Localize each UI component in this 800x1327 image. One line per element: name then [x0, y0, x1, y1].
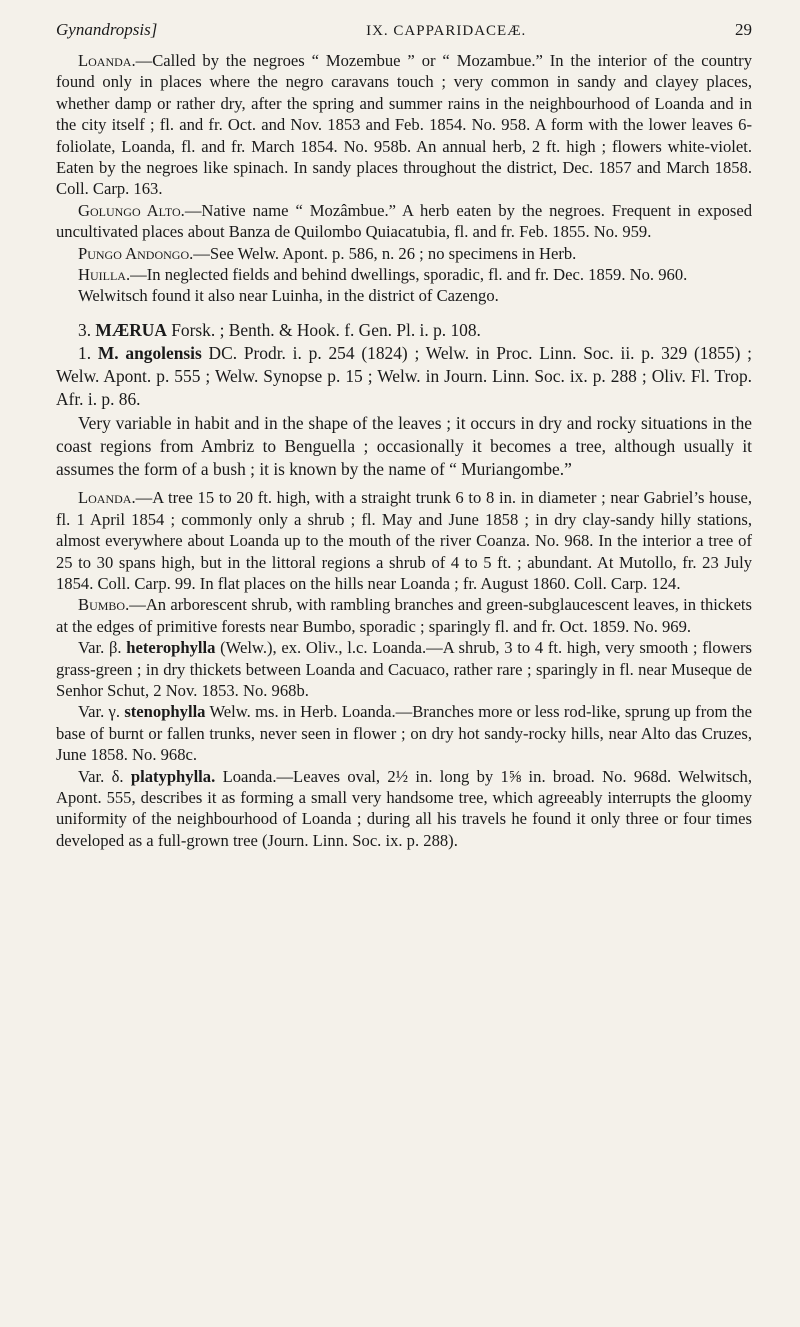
paragraph-text: Welwitsch found it also near Luinha, in the district of Cazengo.: [78, 286, 499, 306]
paragraph-bumbo: [56, 594, 752, 637]
species-name: M. angolensis: [97, 343, 202, 364]
genus-citation: Forsk. ; Benth. & Hook. f. Gen. Pl. i. p. 108.: [171, 319, 481, 340]
paragraph-text: —In neglected fields and behind dwellings, sporadic, fl. and fr. Dec. 1859. No. 960.: [130, 265, 688, 285]
variety-heterophylla: [56, 637, 752, 701]
variety-text: Welw. ms. in Herb. Loanda.—Branches more or less rod-like, sprung up from the base of burnt or fallen trunks, never seen in flower ; on dry hot sandy-rocky hills, near Alto das Cruzes, June 1858. No. 968c.: [56, 702, 752, 765]
paragraph-loanda-2: [56, 487, 752, 594]
running-head-genus: Gynandropsis]: [56, 20, 158, 39]
locality-label: Pungo Andongo.: [78, 243, 194, 263]
paragraph-text: —Called by the negroes “ Mozembue ” or “ Mozambue.” In the interior of the country found only in places where the negro caravans touch ; very common in sandy and clayey places, whether damp or rather dry, after the spring and summer rains in the neighbourhood of Loanda and in the city itself ; fl. and fr. Oct. and Nov. 1853 and Feb. 1854. No. 958. A form with the lower leaves 6-foliolate, Loanda, fl. and fr. March 1854. No. 958b. An annual herb, 2 ft. high ; flowers white-violet. Eaten by the negroes like spinach. In sandy places throughout the district, Dec. 1857 and March 1858. Coll. Carp. 163.: [56, 51, 752, 199]
genus-name: MÆRUA: [95, 319, 167, 340]
species-citation: DC. Prodr. i. p. 254 (1824) ; Welw. in Proc. Linn. Soc. ii. p. 329 (1855) ; Welw. Apont. p. 555 ; Welw. Synopse p. 15 ; Welw. in Journ. Linn. Soc. ix. p. 288 ; Oliv. Fl. Trop. Afr. i. p. 86.: [56, 343, 752, 410]
genus-number: 3.: [78, 319, 92, 340]
paragraph-golungo-alto: [56, 200, 752, 243]
locality-label: Loanda.: [78, 51, 136, 70]
species-block: [56, 342, 752, 481]
paragraph-cazengo: [56, 285, 752, 306]
page-number: 29: [735, 20, 752, 39]
paragraph-loanda-1: [56, 50, 752, 200]
variety-label: Var. β.: [78, 638, 122, 658]
paragraph-text: —See Welw. Apont. p. 586, n. 26 ; no specimens in Herb.: [193, 243, 577, 263]
variety-name: platyphylla.: [130, 766, 216, 786]
species-number: 1.: [78, 343, 92, 364]
variety-platyphylla: [56, 766, 752, 852]
running-head: [56, 10, 752, 50]
species-heading: [56, 342, 752, 412]
variety-text: Loanda.—Leaves oval, 2½ in. long by 1⅝ in. broad. No. 968d. Welwitsch, Apont. 555, describes it as forming a small very handsome tree, which agreeably interrupts the gloomy uniformity of the neighbourhood of Loanda ; during all his travels he found it only three or four times developed as a full-grown tree (Journ. Linn. Soc. ix. p. 288).: [56, 766, 752, 850]
locality-label: Huilla.: [78, 265, 131, 285]
locality-label: Golungo Alto.: [78, 200, 185, 220]
locality-label: Bumbo.: [78, 595, 130, 615]
paragraph-huilla: [56, 264, 752, 285]
variety-stenophylla: [56, 701, 752, 765]
species-description: Very variable in habit and in the shape of the leaves ; it occurs in dry and rocky situations in the coast regions from Ambriz to Benguella ; occasionally it becomes a tree, although usually it assumes the form of a bush ; it is known by the name of “ Muriangombe.”: [56, 412, 752, 480]
paragraph-text: —An arborescent shrub, with rambling branches and green-subglaucescent leaves, in thickets at the edges of primitive forests near Bumbo, sporadic ; sparingly fl. and fr. Oct. 1859. No. 969.: [56, 595, 752, 636]
genus-heading-block: [56, 319, 752, 342]
paragraph-pungo-andongo: [56, 243, 752, 264]
variety-text: (Welw.), ex. Oliv., l.c. Loanda.—A shrub, 3 to 4 ft. high, very smooth ; flowers grass-green ; in dry thickets between Loanda and Cacuaco, rather rare ; sparingly in fl. near Museque de Senhor Schut, 2 Nov. 1853. No. 968b.: [56, 638, 752, 700]
variety-name: heterophylla: [126, 638, 216, 658]
genus-heading: [56, 319, 752, 342]
locality-label: Loanda.: [78, 488, 136, 508]
variety-label: Var. δ.: [78, 766, 124, 786]
paragraph-text: —A tree 15 to 20 ft. high, with a straight trunk 6 to 8 in. in diameter ; near Gabriel’s house, fl. 1 April 1854 ; commonly only a shrub ; fl. May and June 1858 ; in dry clay-sandy hilly stations, almost everywhere about Loanda up to the mouth of the river Coanza. No. 968. In the interior a tree of 25 to 30 spans high, but in the littoral regions a shrub of 4 to 5 ft. ; abundant. At Mutollo, fr. 23 July 1854. Coll. Carp. 99. In flat places on the hills near Loanda ; fr. August 1860. Coll. Carp. 124.: [56, 488, 752, 593]
running-head-family: IX. CAPPARIDACEÆ.: [366, 23, 527, 39]
variety-name: stenophylla: [124, 702, 206, 722]
paragraph-text: —Native name “ Mozâmbue.” A herb eaten by the negroes. Frequent in exposed uncultivated places about Banza de Quilombo Quiacatubia, fl. and fr. Feb. 1855. No. 959.: [56, 200, 752, 242]
variety-label: Var. γ.: [78, 702, 121, 722]
